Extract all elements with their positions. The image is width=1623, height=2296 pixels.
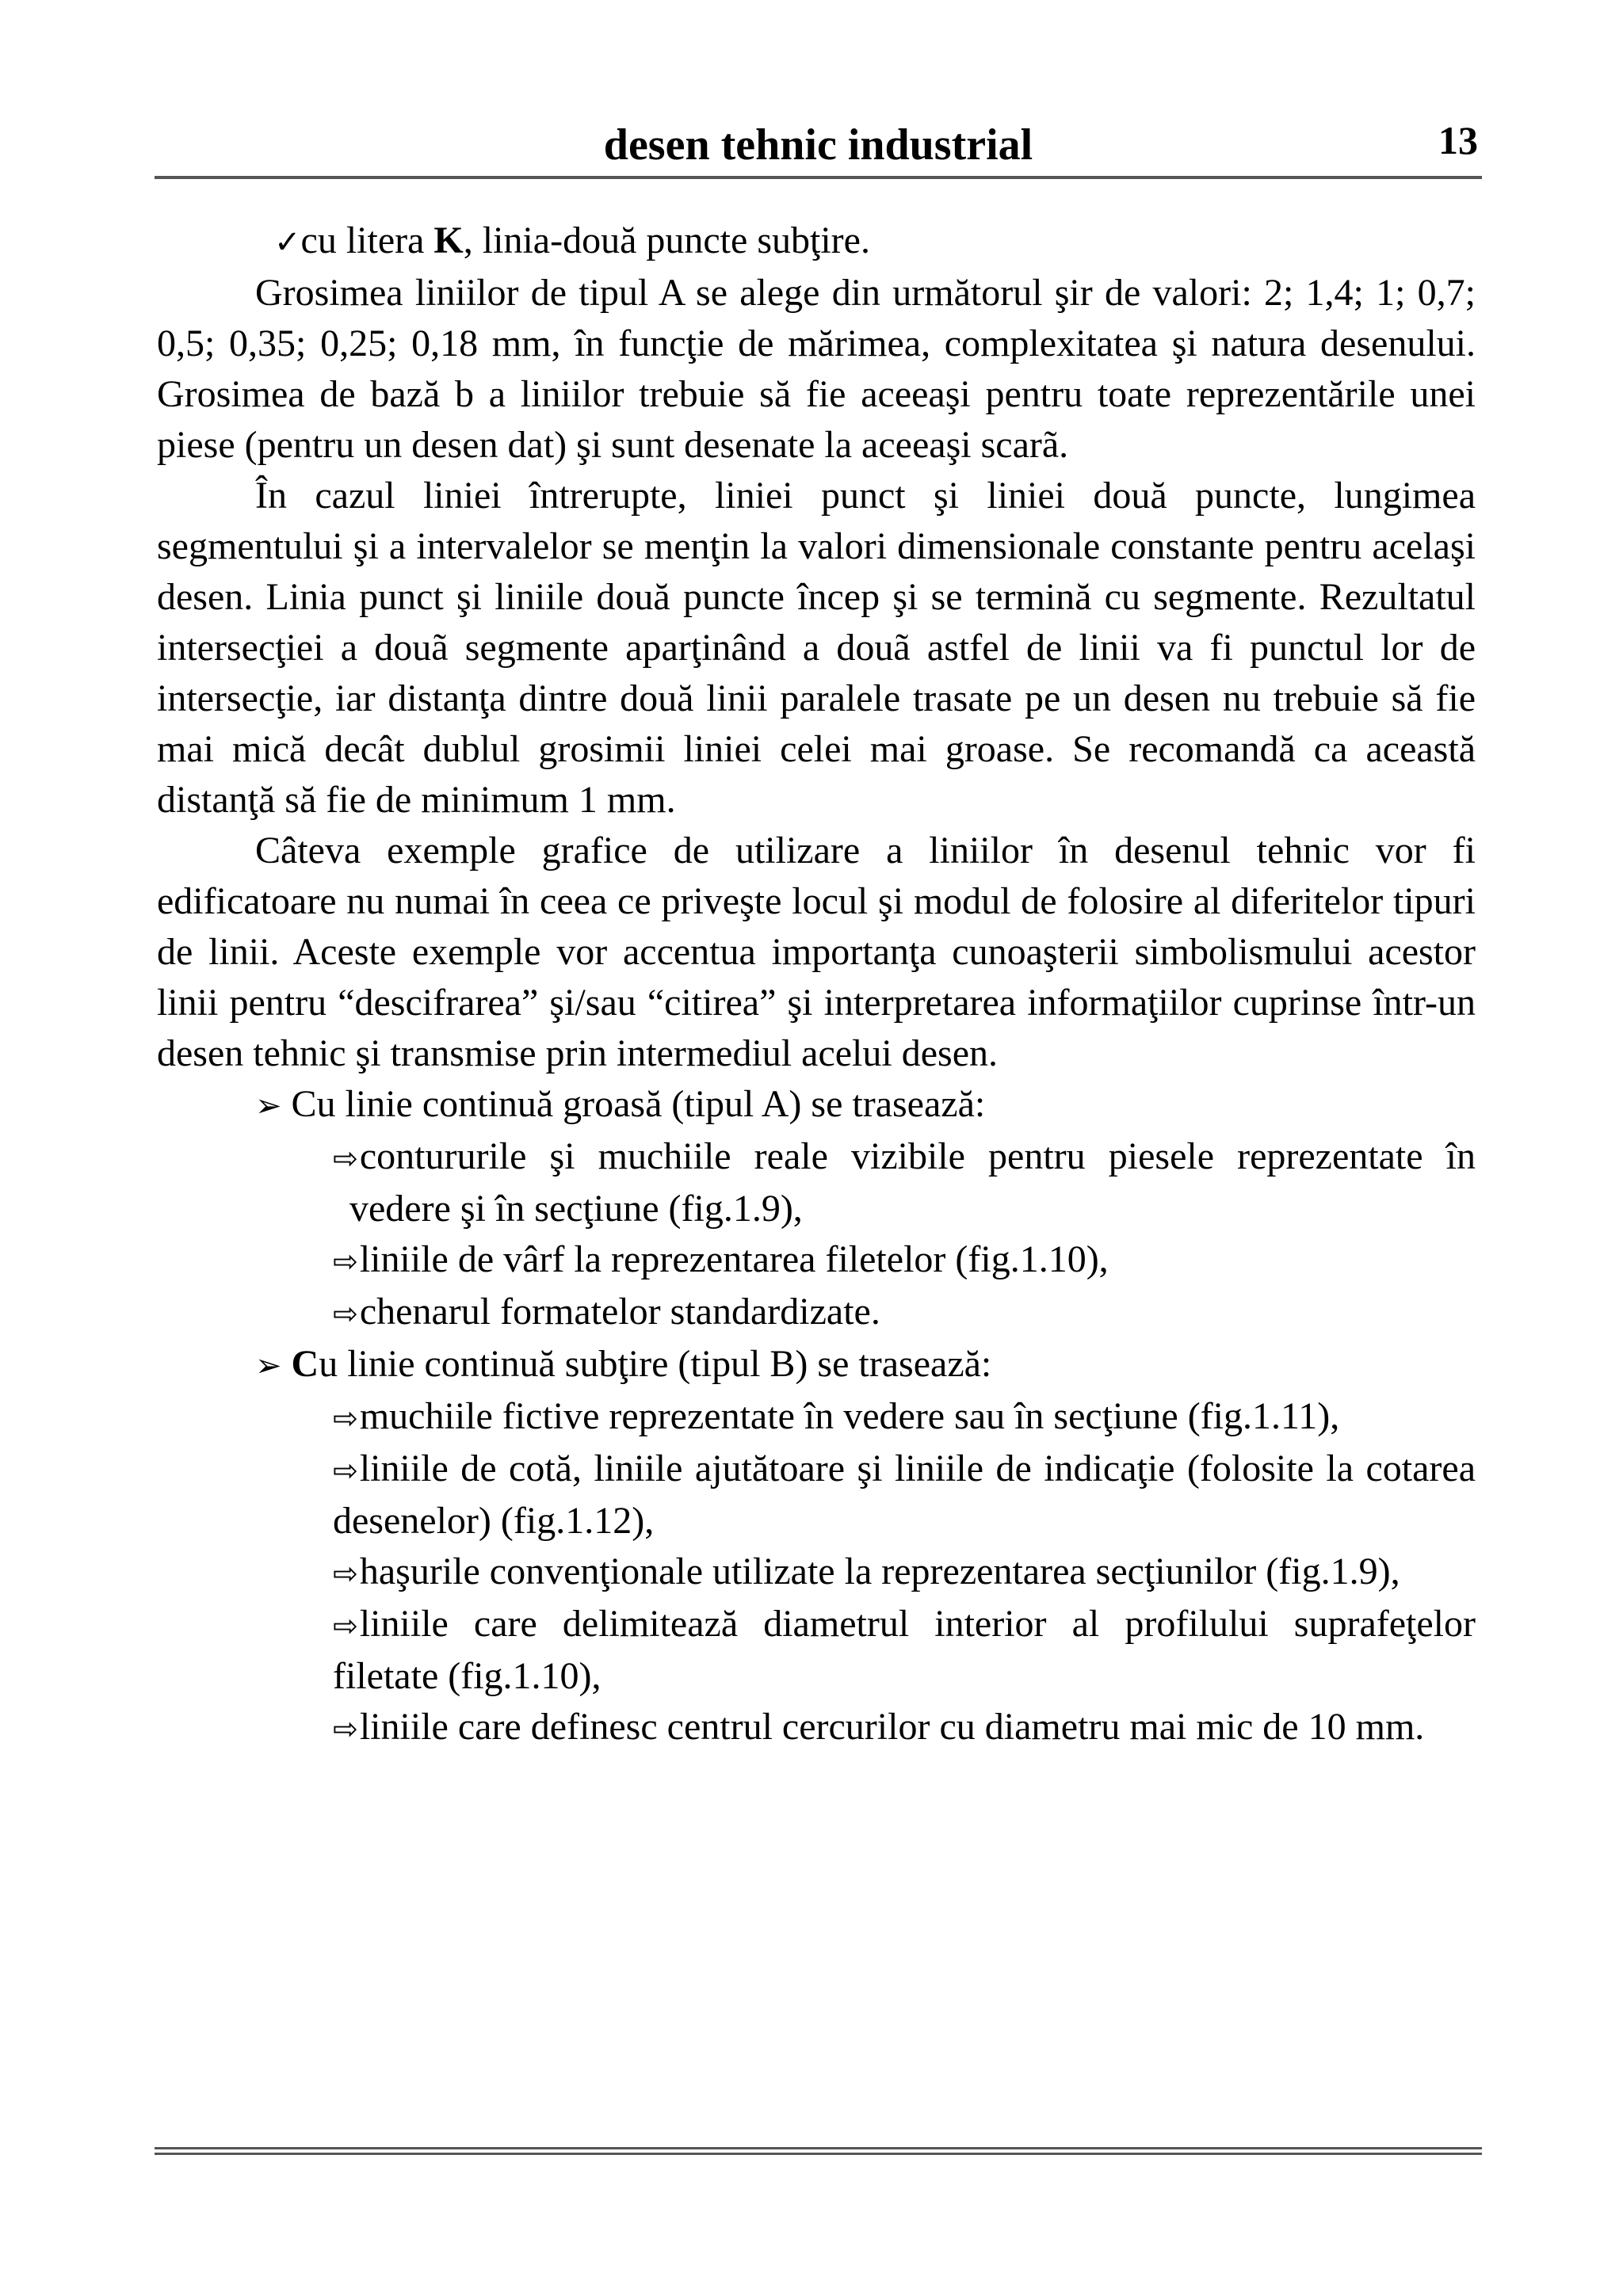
list-item: ⇨contururile şi muchiile reale vizibile pentru piesele reprezentate în vedere şi în secţiune (fig.1.9), <box>333 1135 1476 1230</box>
header-rule <box>155 176 1482 179</box>
page-header <box>155 117 1482 173</box>
list-item: ⇨liniile care delimitează diametrul interior al profilului suprafeţelor filetate (fig.1.10), <box>333 1603 1476 1697</box>
paragraph-interrupted-lines: În cazul liniei întrerupte, liniei punct şi liniei două puncte, lungimea segmentului şi a intervalelor se menţin la valori dimensionale constante pentru acelaşi desen. Linia punct şi liniile două puncte încep şi se termină cu segmente. Rezultatul intersecţiei a douã segmente aparţinând a douã astfel de linii va fi punctul lor de intersecţie, iar distanţa dintre două linii paralele trasate pe un desen nu trebuie să fie mai mică decât dublul grosimii liniei celei mai groase. Se recomandă ca această distanţă să fie de minimum 1 mm. <box>157 475 1476 821</box>
list-item: ⇨liniile de vârf la reprezentarea filetelor (fig.1.10), <box>333 1238 1109 1280</box>
list-item: ⇨chenarul formatelor standardizate. <box>333 1291 880 1333</box>
bullet-thin-line <box>157 1339 1476 1391</box>
page-number: 13 <box>1438 118 1478 162</box>
footer-rule <box>155 2147 1482 2155</box>
right-arrow-icon: ⇨ <box>333 1556 358 1591</box>
check-item <box>157 215 1476 268</box>
bullet-thin-line-text: u linie continuă subţire (tipul B) se trasează: <box>319 1343 992 1385</box>
bullet-thick-line <box>157 1079 1476 1131</box>
list-item: ⇨muchiile fictive reprezentate în vedere sau în secţiune (fig.1.11), <box>333 1395 1340 1437</box>
check-item-bold: K <box>433 219 464 261</box>
right-arrow-icon: ⇨ <box>333 1608 358 1643</box>
page-body <box>157 215 1476 1754</box>
right-arrow-icon: ⇨ <box>333 1296 358 1331</box>
right-arrow-icon: ⇨ <box>333 1244 358 1279</box>
right-arrow-icon: ⇨ <box>333 1711 358 1746</box>
right-arrow-icon: ⇨ <box>333 1141 358 1176</box>
right-arrow-icon: ⇨ <box>333 1401 358 1436</box>
checkmark-icon: ✓ <box>274 224 301 261</box>
bullet-thick-line-text: Cu linie continuă groasă (tipul A) se trasează: <box>291 1083 986 1125</box>
list-item: ⇨liniile de cotă, liniile ajutătoare şi liniile de indicaţie (folosite la cotarea desenelor) (fig.1.12), <box>333 1447 1476 1542</box>
bullet-arrow-icon: ➢ <box>255 1348 282 1384</box>
header-title: desen tehnic industrial <box>603 120 1033 170</box>
right-arrow-icon: ⇨ <box>333 1453 358 1488</box>
check-item-pre: cu litera <box>300 219 434 261</box>
paragraph-line-thickness: Grosimea liniilor de tipul A se alege din următorul şir de valori: 2; 1,4; 1; 0,7; 0,5; 0,35; 0,25; 0,18 mm, în funcţie de mărimea, complexitatea şi natura desenului. Grosimea de bază b a liniilor trebuie să fie aceeaşi pentru toate reprezentările unei piese (pentru un desen dat) şi sunt desenate la aceeaşi scarã. <box>157 272 1476 466</box>
paragraph-graphic-examples: Câteva exemple grafice de utilizare a liniilor în desenul tehnic vor fi edificatoare nu numai în ceea ce priveşte locul şi modul de folosire al diferitelor tipuri de linii. Aceste exemple vor accentua importanţa cunoaşterii simbolismului acestor linii pentru “descifrarea” şi/sau “citirea” şi interpretarea informaţiilor cuprinse într-un desen tehnic şi transmise prin intermediul acelui desen. <box>157 830 1476 1074</box>
list-item: ⇨liniile care definesc centrul cercurilor cu diametru mai mic de 10 mm. <box>333 1706 1425 1748</box>
list-item: ⇨haşurile convenţionale utilizate la reprezentarea secţiunilor (fig.1.9), <box>333 1550 1400 1592</box>
check-item-post: , linia-două puncte subţire. <box>463 219 870 261</box>
bullet-thin-line-bold-letter: C <box>291 1343 319 1385</box>
bullet-arrow-icon: ➢ <box>255 1088 282 1124</box>
